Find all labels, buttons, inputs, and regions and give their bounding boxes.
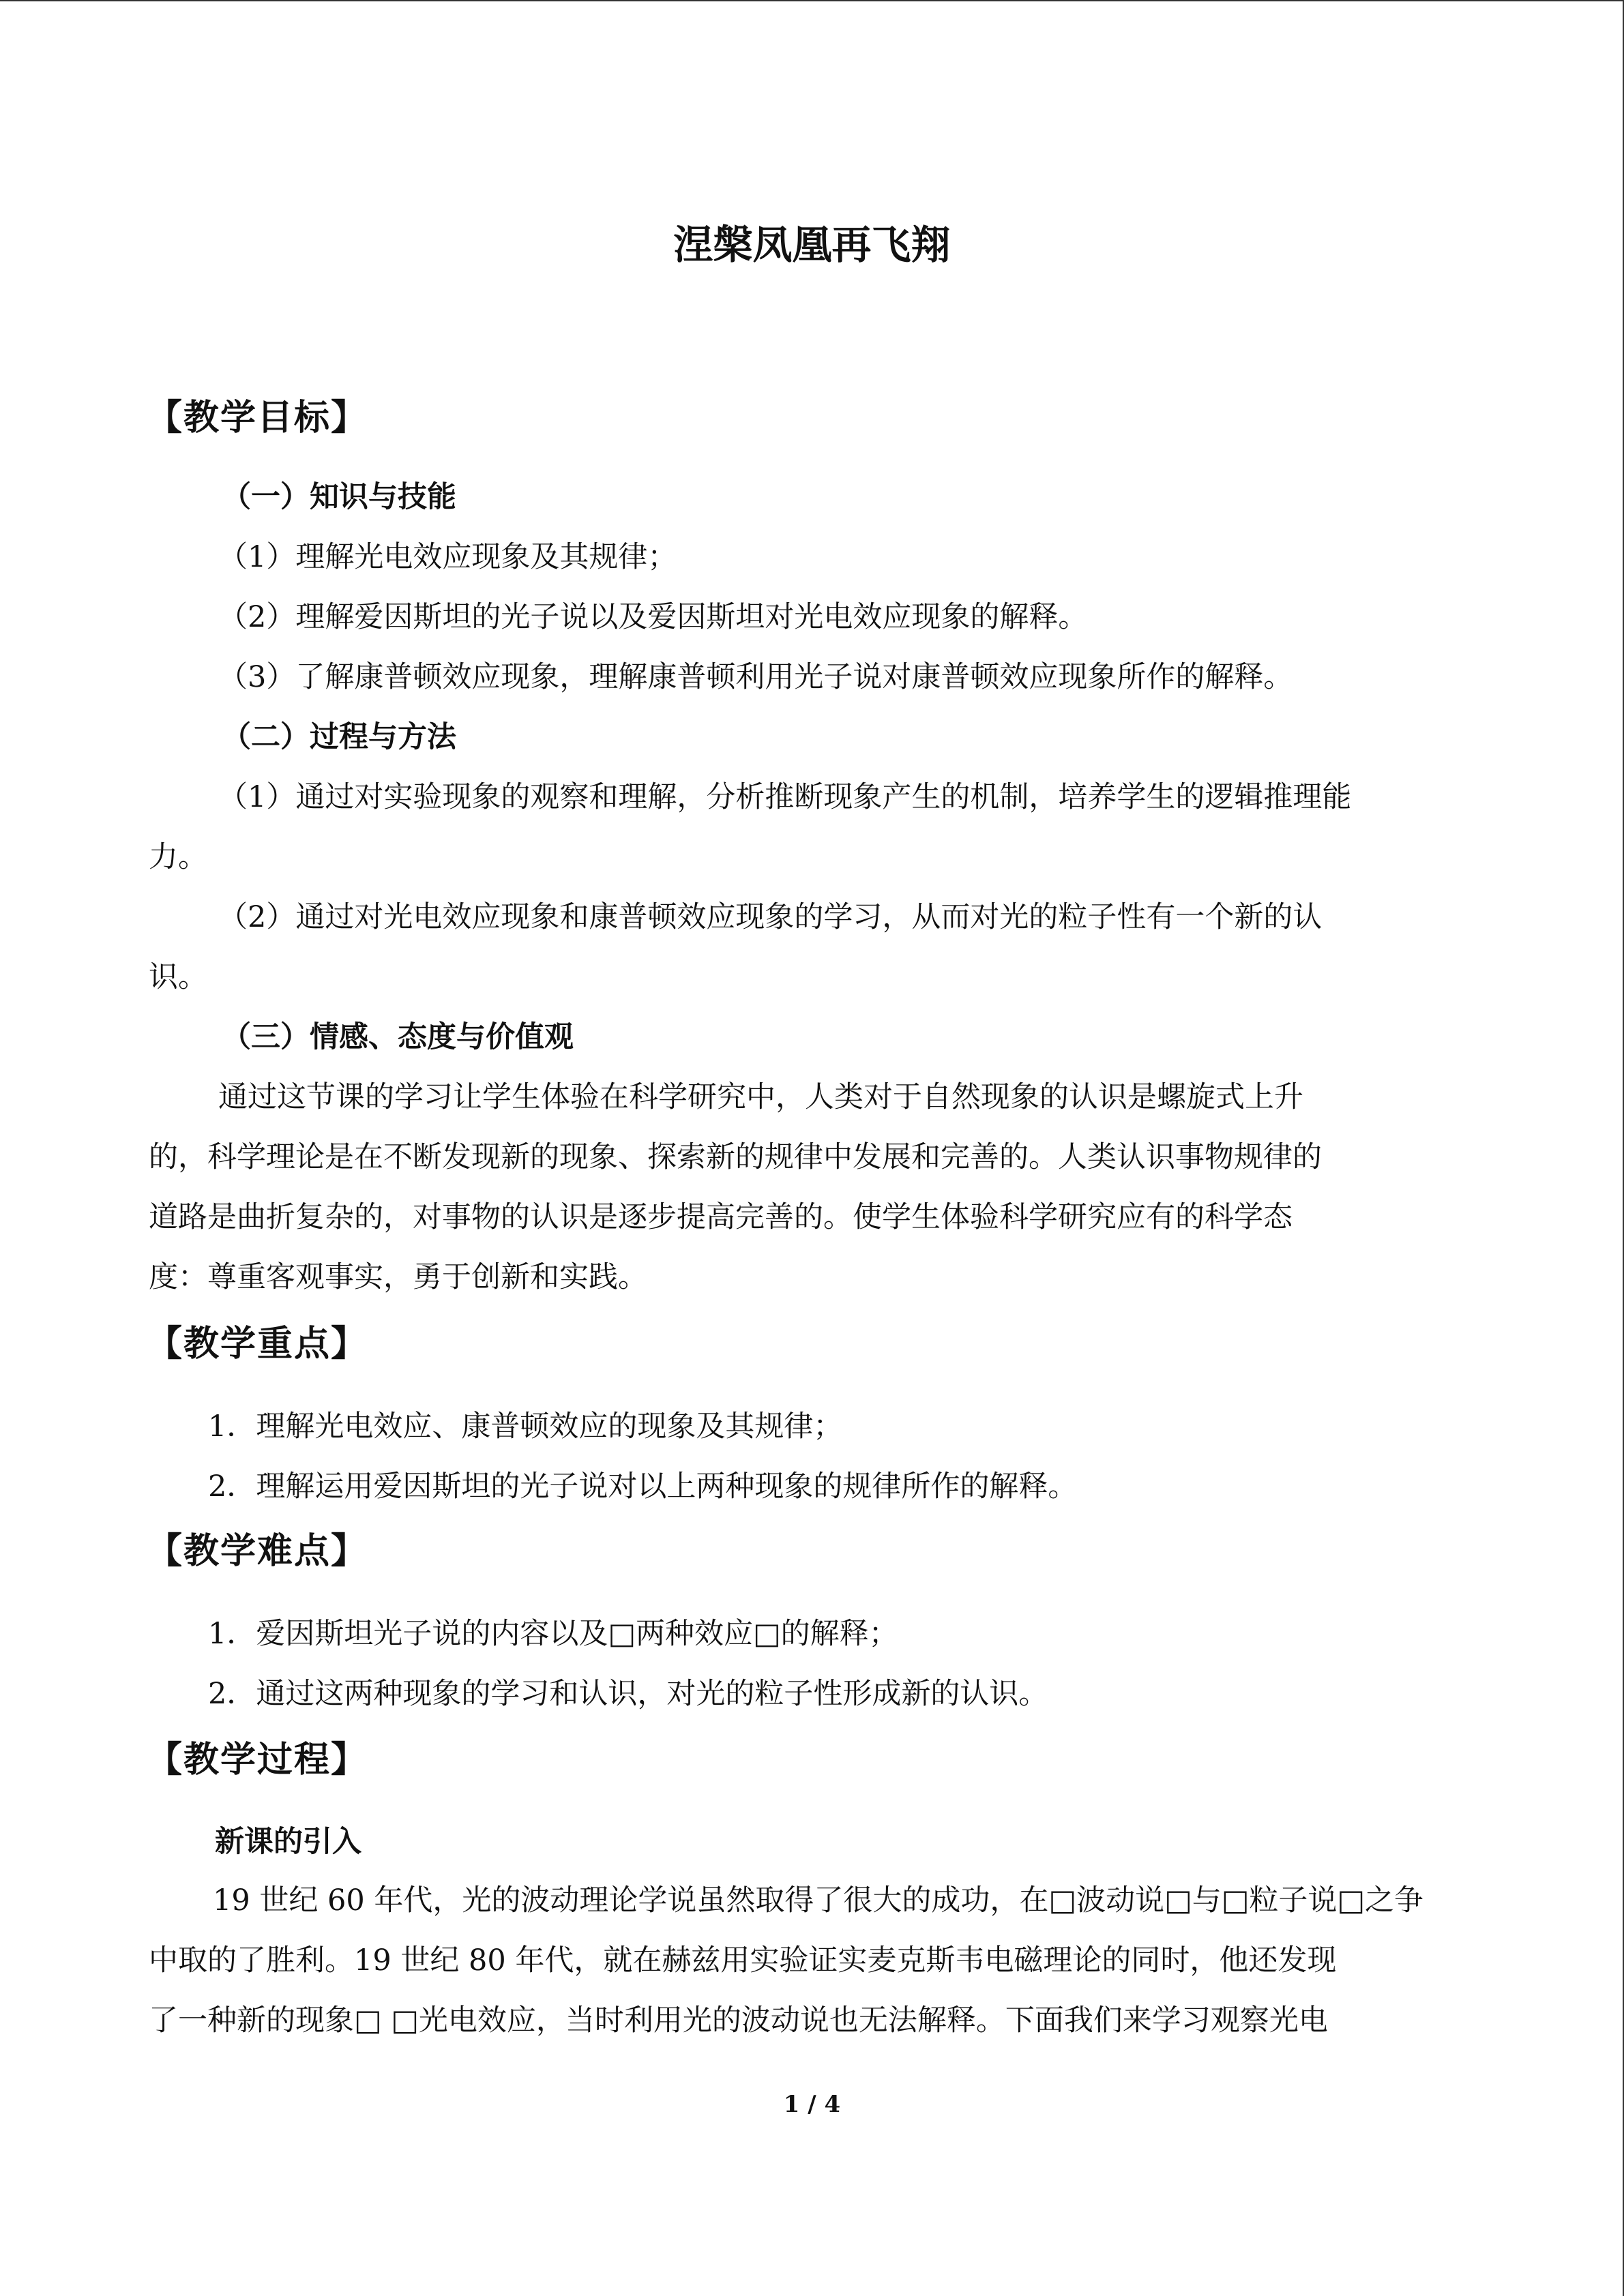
- text-line: 度：尊重客观事实，勇于创新和实践。: [149, 1260, 647, 1294]
- text-line: 通过这节课的学习让学生体验在科学研究中，人类对于自然现象的认识是螺旋式上升: [218, 1080, 1303, 1114]
- subheading-process-method: （二）过程与方法: [222, 720, 456, 754]
- page-number: 1 / 4: [783, 2091, 841, 2118]
- text-line: 的，科学理论是在不断发现新的现象、探索新的规律中发展和完善的。人类认识事物规律的: [149, 1140, 1322, 1174]
- list-item: 2．通过这两种现象的学习和认识，对光的粒子性形成新的认识。: [208, 1677, 1048, 1711]
- text-line: （1）通过对实验现象的观察和理解，分析推断现象产生的机制，培养学生的逻辑推理能: [218, 780, 1352, 814]
- text-line: 力。: [149, 840, 207, 874]
- subheading-intro: 新课的引入: [215, 1825, 361, 1859]
- section-heading-difficulties: 【教学难点】: [147, 1531, 368, 1572]
- text-line: （2）通过对光电效应现象和康普顿效应现象的学习，从而对光的粒子性有一个新的认: [218, 900, 1323, 934]
- text-line: 了一种新的现象□ □光电效应，当时利用光的波动说也无法解释。下面我们来学习观察光电: [149, 2003, 1328, 2038]
- subheading-knowledge: （一）知识与技能: [222, 480, 456, 514]
- text-line: 道路是曲折复杂的，对事物的认识是逐步提高完善的。使学生体验科学研究应有的科学态: [149, 1200, 1293, 1234]
- section-heading-objectives: 【教学目标】: [147, 398, 368, 438]
- section-heading-key-points: 【教学重点】: [147, 1324, 368, 1365]
- text-line: （1）理解光电效应现象及其规律；: [218, 540, 677, 574]
- list-item: 2．理解运用爱因斯坦的光子说对以上两种现象的规律所作的解释。: [208, 1470, 1078, 1504]
- section-heading-process: 【教学过程】: [147, 1740, 368, 1780]
- page-title: 涅槃凤凰再飞翔: [673, 222, 951, 268]
- text-line: 中取的了胜利。19 世纪 80 年代，就在赫兹用实验证实麦克斯韦电磁理论的同时，他还发现: [149, 1943, 1337, 1978]
- list-item: 1．理解光电效应、康普顿效应的现象及其规律；: [208, 1410, 843, 1444]
- text-line: （3）了解康普顿效应现象，理解康普顿利用光子说对康普顿效应现象所作的解释。: [218, 660, 1293, 694]
- list-item: 1．爱因斯坦光子说的内容以及□两种效应□的解释；: [208, 1617, 898, 1651]
- text-line: 19 世纪 60 年代，光的波动理论学说虽然取得了很大的成功，在□波动说□与□粒子说□之争: [213, 1883, 1423, 1918]
- text-line: （2）理解爱因斯坦的光子说以及爱因斯坦对光电效应现象的解释。: [218, 600, 1088, 634]
- text-line: 识。: [149, 960, 207, 994]
- subheading-values: （三）情感、态度与价值观: [222, 1020, 574, 1054]
